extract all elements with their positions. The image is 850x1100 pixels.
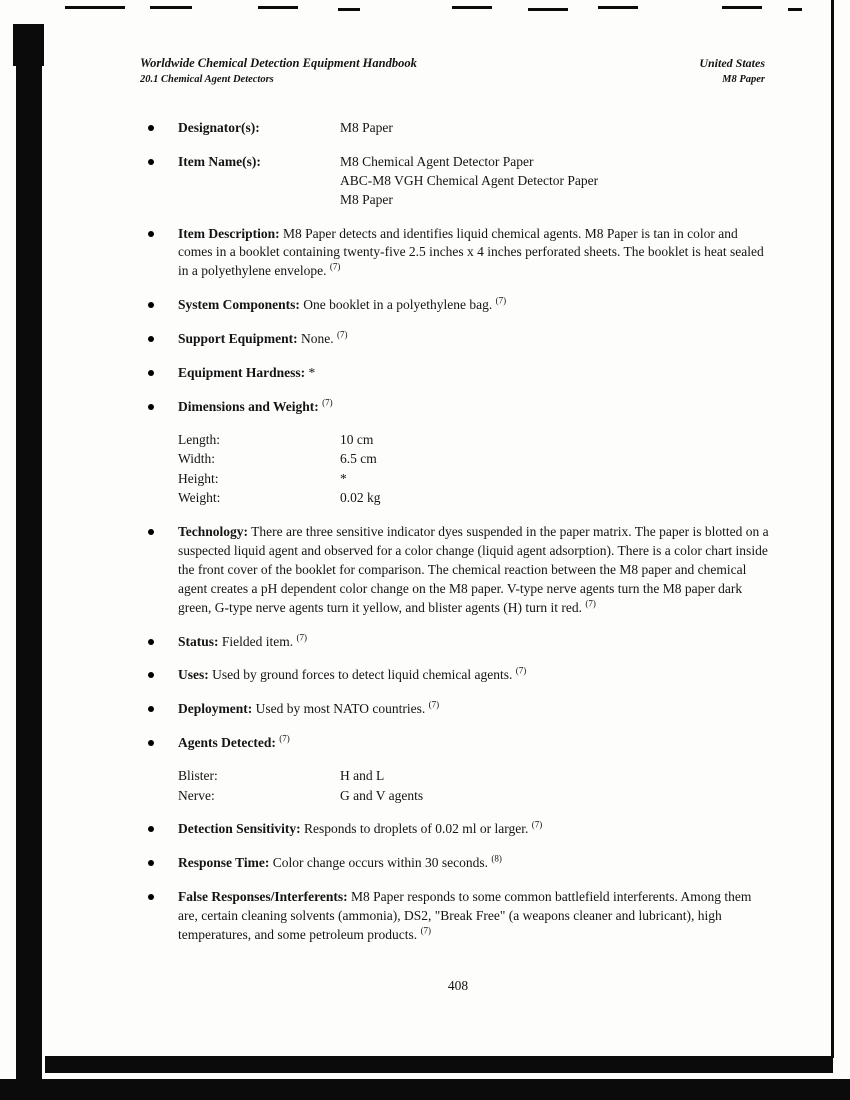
- scan-artifact-right-line: [831, 0, 834, 1058]
- item-values: [340, 153, 598, 210]
- table-row-label: Weight:: [178, 490, 221, 506]
- item-label: Detection Sensitivity:: [178, 821, 301, 837]
- table-row-value: 10 cm: [340, 431, 374, 447]
- item-paragraph: [178, 225, 770, 282]
- item-value: M8 Chemical Agent Detector Paper: [340, 153, 534, 169]
- list-item: [148, 119, 773, 138]
- item-paragraph: [178, 666, 770, 685]
- item-body: [178, 854, 770, 873]
- footnote-ref: (7): [279, 733, 290, 744]
- item-label: Uses:: [178, 667, 209, 683]
- item-text: M8 Paper responds to some common battlefield interferents. Among them are, certain cleaning solvents (ammonia), DS2, "Break Free" (a weapons cleaner and lubricant), high temperatures, and some petroleum products.: [178, 888, 752, 942]
- scan-artifact-dash: [598, 6, 638, 9]
- item-body: [178, 225, 770, 282]
- table-row-label: Nerve:: [178, 787, 215, 803]
- list-item: [148, 296, 773, 315]
- item-value: M8 Paper: [340, 191, 393, 207]
- item-body: [178, 398, 770, 508]
- scan-artifact-dash: [338, 8, 360, 11]
- item-text: Fielded item.: [221, 633, 294, 649]
- item-body: [178, 666, 770, 685]
- table-row-value: 6.5 cm: [340, 451, 377, 467]
- footnote-ref: (7): [428, 699, 440, 710]
- list-item: [148, 398, 773, 508]
- table-row: [178, 430, 770, 450]
- list-item: [148, 633, 773, 652]
- list-item: [148, 700, 773, 719]
- item-text: Used by ground forces to detect liquid chemical agents.: [212, 667, 513, 683]
- header-left: [140, 56, 417, 85]
- item-title: M8 Paper: [722, 74, 765, 85]
- scan-artifact-dash: [258, 6, 298, 9]
- table-row-value: G and V agents: [340, 787, 424, 803]
- item-body: [178, 296, 770, 315]
- header-right: [560, 56, 765, 85]
- item-paragraph: [178, 523, 770, 617]
- country-label: United States: [699, 56, 765, 70]
- item-text: Color change occurs within 30 seconds.: [272, 855, 488, 871]
- item-paragraph: [178, 398, 770, 417]
- item-label: False Responses/Interferents:: [178, 888, 348, 904]
- list-item: [148, 364, 773, 383]
- footnote-ref: (7): [585, 598, 596, 609]
- table-row-value: 0.02 kg: [340, 490, 381, 506]
- scan-artifact-dash: [722, 6, 762, 9]
- footnote-ref: (7): [515, 665, 527, 676]
- list-item: [148, 734, 773, 805]
- item-body: [178, 153, 770, 210]
- item-text: *: [308, 365, 316, 381]
- item-body: [178, 820, 770, 839]
- item-label: Deployment:: [178, 701, 253, 717]
- bullet-icon: [148, 153, 178, 210]
- item-body: [178, 523, 770, 617]
- table-row: [178, 469, 770, 489]
- bullet-icon: [148, 398, 178, 508]
- scan-artifact-dash: [788, 8, 802, 11]
- table-row: [178, 786, 770, 806]
- item-text: None.: [301, 331, 334, 347]
- bullet-list: [148, 119, 773, 960]
- item-text: One booklet in a polyethylene bag.: [303, 297, 493, 313]
- item-label: Dimensions and Weight:: [178, 398, 319, 414]
- table-row-label: Width:: [178, 451, 215, 467]
- item-paragraph: [178, 820, 770, 839]
- item-text: M8 Paper detects and identifies liquid chemical agents. M8 Paper is tan in color and comes in a booklet containing twenty-five 2.5 inches x 4 inches perforated sheets. The booklet is heat sealed in a polyethylene envelope.: [178, 225, 764, 279]
- item-value: M8 Paper: [340, 120, 393, 135]
- section-title: 20.1 Chemical Agent Detectors: [140, 74, 274, 85]
- item-paragraph: [178, 888, 770, 945]
- item-label: Item Name(s):: [178, 153, 261, 169]
- page-number: 408: [447, 978, 469, 993]
- table-row-label: Height:: [178, 470, 219, 486]
- sub-table: [178, 766, 770, 805]
- item-text: There are three sensitive indicator dyes suspended in the paper matrix. The paper is blotted on a suspected liquid agent and observed for a color change (liquid agent adsorption). There is a color chart inside the front cover of the booklet for comparison. The chemical reaction between the M8 paper and chemical agent creates a pH dependent color change on the M8 paper. V-type nerve agents turn the M8 paper dark green, G-type nerve agents turn it yellow, and blister agents (H) turn it red.: [178, 524, 769, 615]
- footnote-ref: (7): [531, 819, 543, 830]
- item-paragraph: [178, 296, 770, 315]
- item-body: [178, 633, 770, 652]
- bullet-icon: [148, 330, 178, 349]
- item-body: [178, 700, 770, 719]
- item-label: Response Time:: [178, 855, 270, 871]
- bullet-icon: [148, 633, 178, 652]
- item-body: [178, 119, 770, 138]
- bullet-icon: [148, 888, 178, 945]
- item-label: System Components:: [178, 297, 300, 313]
- item-body: [178, 734, 770, 805]
- bullet-icon: [148, 854, 178, 873]
- scan-artifact-dash: [150, 6, 192, 9]
- footnote-ref: (7): [329, 261, 341, 272]
- item-label: Agents Detected:: [178, 735, 276, 751]
- item-label: Equipment Hardness:: [178, 365, 306, 381]
- bullet-icon: [148, 523, 178, 617]
- book-title: Worldwide Chemical Detection Equipment Handbook: [140, 56, 417, 70]
- bullet-icon: [148, 734, 178, 805]
- item-paragraph: [178, 633, 770, 652]
- list-item: [148, 523, 773, 617]
- item-paragraph: [178, 330, 770, 349]
- bullet-icon: [148, 364, 178, 383]
- list-item: [148, 153, 773, 210]
- table-row: [178, 488, 770, 508]
- item-paragraph: [178, 700, 770, 719]
- footnote-ref: (8): [491, 853, 502, 864]
- table-row-value: H and L: [340, 768, 385, 784]
- list-item: [148, 888, 773, 945]
- bullet-icon: [148, 820, 178, 839]
- footnote-ref: (7): [296, 632, 308, 642]
- bullet-icon: [148, 700, 178, 719]
- bullet-icon: [148, 666, 178, 685]
- table-row-value: *: [340, 470, 347, 486]
- bullet-icon: [148, 296, 178, 315]
- footnote-ref: (7): [322, 397, 333, 408]
- sub-table: [178, 430, 770, 508]
- item-label: Technology:: [178, 524, 249, 540]
- bullet-icon: [148, 119, 178, 138]
- list-item: [148, 330, 773, 349]
- scan-artifact-bottom-bar: [45, 1056, 833, 1073]
- item-text: Responds to droplets of 0.02 ml or larger.: [303, 821, 529, 837]
- item-body: [178, 888, 770, 945]
- table-row-label: Length:: [178, 431, 220, 447]
- scan-artifact-dash: [65, 6, 125, 9]
- scan-artifact-bottom-bar: [0, 1079, 850, 1100]
- item-text: Used by most NATO countries.: [255, 701, 426, 717]
- list-item: [148, 666, 773, 685]
- table-row: [178, 449, 770, 469]
- footnote-ref: (7): [420, 925, 432, 936]
- scan-artifact-dash: [452, 6, 492, 9]
- item-paragraph: [178, 734, 770, 753]
- item-label: Status:: [178, 633, 219, 649]
- item-body: [178, 364, 770, 383]
- item-label: Designator(s):: [178, 120, 260, 135]
- list-item: [148, 854, 773, 873]
- item-paragraph: [178, 364, 770, 383]
- item-label: Support Equipment:: [178, 331, 298, 347]
- item-body: [178, 330, 770, 349]
- list-item: [148, 820, 773, 839]
- item-value: ABC-M8 VGH Chemical Agent Detector Paper: [340, 172, 599, 188]
- item-paragraph: [178, 854, 770, 873]
- footnote-ref: (7): [337, 329, 348, 340]
- item-values: [340, 119, 393, 138]
- item-label: Item Description:: [178, 225, 280, 241]
- table-row: [178, 766, 770, 786]
- scan-artifact-dash: [528, 8, 568, 11]
- table-row-label: Blister:: [178, 768, 218, 784]
- list-item: [148, 225, 773, 282]
- footnote-ref: (7): [495, 295, 507, 306]
- bullet-icon: [148, 225, 178, 282]
- scan-artifact-left-bar: [16, 24, 42, 1080]
